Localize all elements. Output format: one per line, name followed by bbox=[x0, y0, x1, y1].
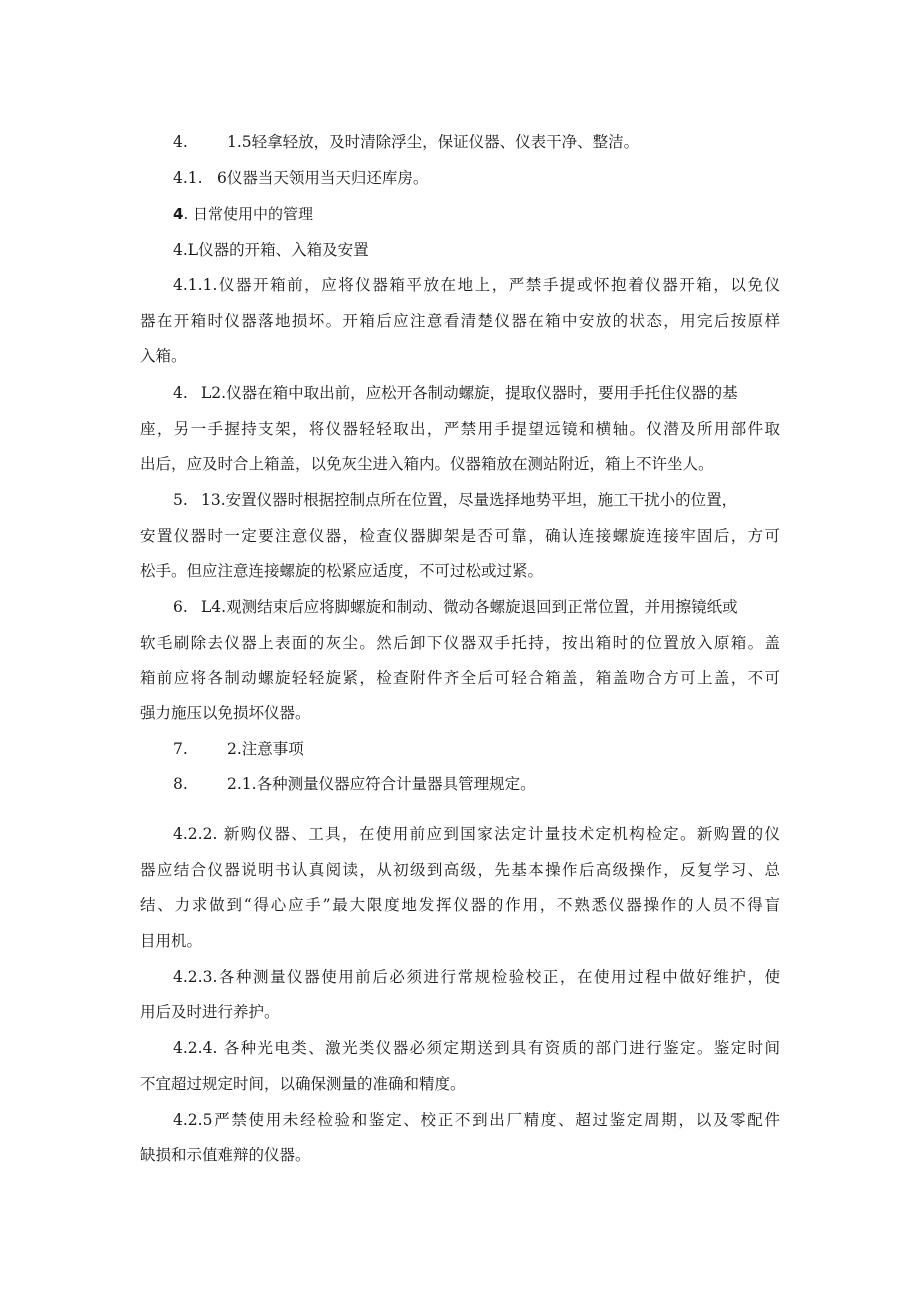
paragraph-line: 座，另一手握持支架，将仪器轻轻取出，严禁用手提望远镜和横轴。仪潜及所用部件取 bbox=[140, 420, 780, 438]
paragraph-line: 松手。但应注意连接螺旋的松紧应适度，不可过松或过紧。 bbox=[140, 562, 544, 580]
list-item bbox=[173, 168, 780, 188]
list-item bbox=[173, 774, 780, 794]
paragraph-line: 不宜超过规定时间，以确保测量的准确和精度。 bbox=[140, 1075, 466, 1093]
list-item bbox=[173, 132, 780, 152]
item-number: 4. bbox=[173, 133, 188, 151]
item-text: 6仪器当天领用当天归还库房。 bbox=[217, 169, 429, 187]
paragraph-line: 4.2.2. 新购仪器、工具，在使用前应到国家法定计量技术定机构检定。新购置的仪 bbox=[173, 825, 780, 843]
section-title: . 日常使用中的管理 bbox=[183, 205, 313, 223]
item-number: 6. bbox=[173, 598, 188, 616]
item-number: 4. bbox=[173, 384, 188, 402]
paragraph-line: 出后，应及时合上箱盖，以免灰尘进入箱内。仪器箱放在测站附近，箱上不许坐人。 bbox=[140, 455, 714, 473]
paragraph-line: 器在开箱时仪器落地损坏。开箱后应注意看清楚仪器在箱中安放的状态，用完后按原样 bbox=[140, 312, 780, 330]
item-number: 7. bbox=[173, 740, 188, 758]
item-text: 1.5轻拿轻放，及时清除浮尘，保证仪器、仪表干净、整洁。 bbox=[227, 133, 640, 151]
paragraph-line: 缺损和示值难辩的仪器。 bbox=[140, 1146, 311, 1164]
paragraph-line: 结、力求做到“得心应手”最大限度地发挥仪器的作用，不熟悉仪器操作的人员不得盲 bbox=[140, 896, 780, 914]
paragraph-line: 4.2.3.各种测量仪器使用前后必须进行常规检验校正，在使用过程中做好维护，使 bbox=[173, 968, 780, 986]
section-heading bbox=[173, 204, 780, 224]
paragraph-line: 用后及时进行养护。 bbox=[140, 1003, 280, 1021]
paragraph-line: 器应结合仪器说明书认真阅读，从初级到高级，先基本操作后高级操作，反复学习、总 bbox=[140, 861, 780, 879]
paragraph-line: 4.1.1.仪器开箱前，应将仪器箱平放在地上，严禁手提或怀抱着仪器开箱，以免仪 bbox=[173, 276, 780, 294]
list-item bbox=[173, 739, 780, 759]
paragraph-line: 强力施压以免损坏仪器。 bbox=[140, 704, 311, 722]
item-text: 2.注意事项 bbox=[227, 740, 304, 758]
paragraph-line: 6. L4.观测结束后应将脚螺旋和制动、微动各螺旋退回到正常位置，并用擦镜纸或 bbox=[173, 598, 738, 616]
item-number: 5. bbox=[173, 491, 188, 509]
subsection-title: 4.L仪器的开箱、入箱及安置 bbox=[173, 241, 369, 259]
paragraph-line: 箱前应将各制动螺旋轻轻旋紧，检查附件齐全后可轻合箱盖，箱盖吻合方可上盖，不可 bbox=[140, 669, 780, 687]
paragraph-line: 4.2.5严禁使用未经检验和鉴定、校正不到出厂精度、超过鉴定周期，以及零配件 bbox=[173, 1111, 780, 1129]
paragraph-line: 目用机。 bbox=[140, 932, 203, 950]
paragraph-line: 4.2.4. 各种光电类、激光类仪器必须定期送到具有资质的部门进行鉴定。鉴定时间 bbox=[173, 1039, 780, 1057]
paragraph-line: 安置仪器时一定要注意仪器，检查仪器脚架是否可靠，确认连接螺旋连接牢固后，方可 bbox=[140, 527, 780, 545]
item-number: 4.1. bbox=[173, 169, 203, 187]
item-text: 2.1.各种测量仪器应符合计量器具管理规定。 bbox=[227, 775, 536, 793]
paragraph-line: 4. L2.仪器在箱中取出前，应松开各制动螺旋，提取仪器时，要用手托住仪器的基 bbox=[173, 384, 738, 402]
paragraph-line: 5. 13.安置仪器时根据控制点所在位置，尽量选择地势平坦，施工干扰小的位置， bbox=[173, 491, 738, 509]
paragraph-line: 软毛刷除去仪器上表面的灰尘。然后卸下仪器双手托持，按出箱时的位置放入原箱。盖 bbox=[140, 634, 780, 652]
item-number: 8. bbox=[173, 775, 188, 793]
section-number: 4 bbox=[173, 205, 184, 223]
paragraph-line: 入箱。 bbox=[140, 347, 187, 365]
